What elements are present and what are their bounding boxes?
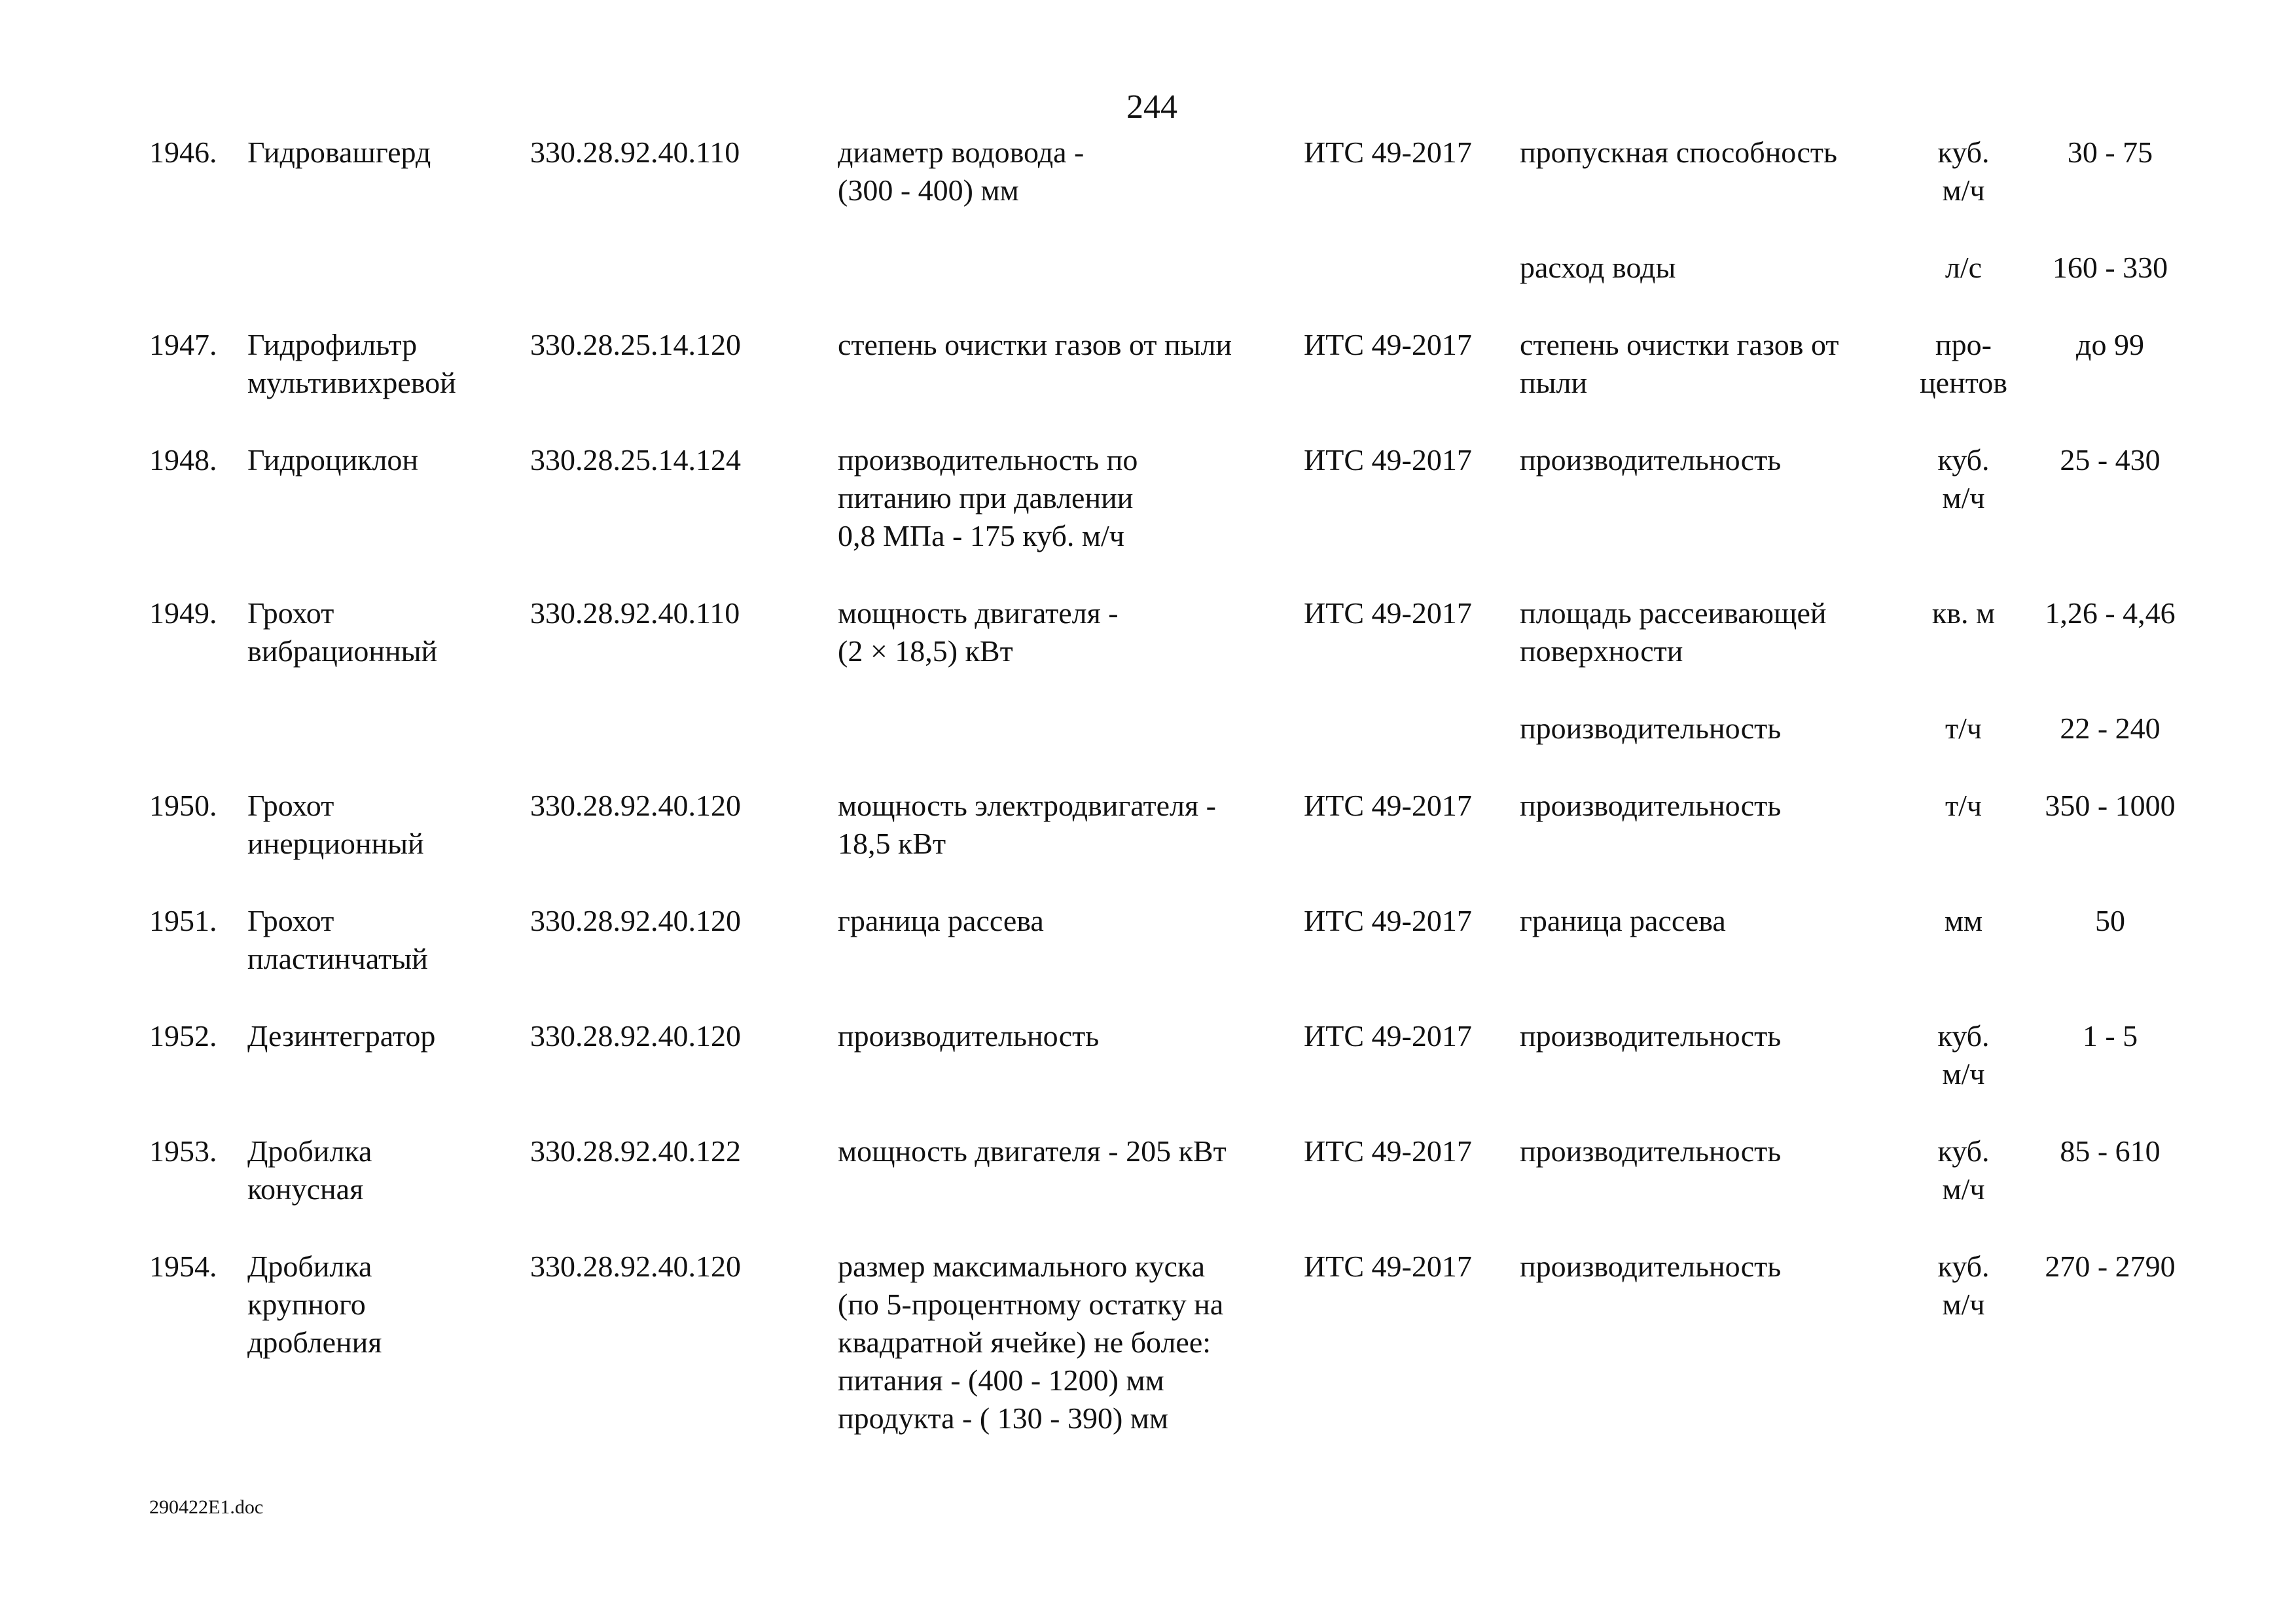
row-number: 1946. <box>149 135 217 169</box>
equipment-name-cell <box>247 1132 530 1248</box>
equipment-name: Дробилка крупного дробления <box>247 1250 382 1359</box>
classifier-code-cell <box>530 326 838 441</box>
reference-standard-cell <box>1304 787 1520 902</box>
unit-of-measure-cell <box>1898 1248 2029 1477</box>
row-number: 1951. <box>149 904 217 937</box>
row-number-cell <box>149 249 247 326</box>
reference-standard: ИТС 49-2017 <box>1304 1250 1472 1283</box>
parameter-name: производительность <box>1520 1019 1782 1053</box>
parameter-name: степень очистки газов от пыли <box>1520 328 1839 399</box>
classifier-code: 330.28.92.40.120 <box>530 904 741 937</box>
characteristic: диаметр водовода - (300 - 400) мм <box>838 135 1085 207</box>
parameter-name-cell <box>1520 1017 1898 1132</box>
table-row <box>149 902 2191 1017</box>
parameter-name: производительность <box>1520 789 1782 822</box>
parameter-value-cell <box>2029 594 2191 710</box>
parameter-value-cell <box>2029 1132 2191 1248</box>
row-number: 1949. <box>149 596 217 630</box>
reference-standard: ИТС 49-2017 <box>1304 904 1472 937</box>
classifier-code: 330.28.92.40.122 <box>530 1134 741 1168</box>
characteristic-cell <box>838 787 1304 902</box>
characteristic-cell <box>838 1017 1304 1132</box>
table-row <box>149 710 2191 787</box>
unit-of-measure: куб. м/ч <box>1937 1250 1990 1321</box>
classifier-code: 330.28.92.40.120 <box>530 789 741 822</box>
parameter-value: 160 - 330 <box>2052 251 2168 284</box>
parameter-name: производительность <box>1520 712 1782 745</box>
table-row <box>149 326 2191 441</box>
unit-of-measure-cell <box>1898 710 2029 787</box>
characteristic-cell <box>838 134 1304 249</box>
classifier-code-cell <box>530 787 838 902</box>
footer-filename: 290422E1.doc <box>149 1496 264 1518</box>
classifier-code-cell <box>530 710 838 787</box>
characteristic: производительность <box>838 1019 1100 1053</box>
parameter-name-cell <box>1520 441 1898 594</box>
table-row <box>149 134 2191 249</box>
equipment-name-cell <box>247 326 530 441</box>
row-number-cell <box>149 902 247 1017</box>
reference-standard-cell <box>1304 710 1520 787</box>
parameter-value: 22 - 240 <box>2060 712 2161 745</box>
equipment-table <box>149 134 2191 1477</box>
table-row <box>149 441 2191 594</box>
equipment-name-cell <box>247 441 530 594</box>
unit-of-measure: т/ч <box>1945 789 1982 822</box>
parameter-name: расход воды <box>1520 251 1676 284</box>
equipment-name-cell <box>247 594 530 710</box>
unit-of-measure-cell <box>1898 1132 2029 1248</box>
reference-standard-cell <box>1304 1132 1520 1248</box>
table-row <box>149 1017 2191 1132</box>
parameter-value-cell <box>2029 326 2191 441</box>
unit-of-measure: про- центов <box>1920 328 2007 399</box>
table-row <box>149 594 2191 710</box>
parameter-name-cell <box>1520 1132 1898 1248</box>
characteristic-cell <box>838 710 1304 787</box>
table-row <box>149 1132 2191 1248</box>
characteristic: мощность двигателя - (2 × 18,5) кВт <box>838 596 1119 668</box>
classifier-code-cell <box>530 1248 838 1477</box>
row-number-cell <box>149 441 247 594</box>
reference-standard: ИТС 49-2017 <box>1304 328 1472 361</box>
parameter-value-cell <box>2029 787 2191 902</box>
classifier-code: 330.28.92.40.120 <box>530 1250 741 1283</box>
page-number: 244 <box>1126 88 1177 126</box>
characteristic-cell <box>838 1248 1304 1477</box>
parameter-name-cell <box>1520 326 1898 441</box>
table-body <box>149 134 2191 1477</box>
unit-of-measure: т/ч <box>1945 712 1982 745</box>
parameter-value: 1,26 - 4,46 <box>2045 596 2176 630</box>
unit-of-measure-cell <box>1898 249 2029 326</box>
table-row <box>149 249 2191 326</box>
classifier-code: 330.28.25.14.124 <box>530 443 741 477</box>
reference-standard: ИТС 49-2017 <box>1304 596 1472 630</box>
classifier-code-cell <box>530 134 838 249</box>
classifier-code-cell <box>530 594 838 710</box>
unit-of-measure: л/с <box>1945 251 1982 284</box>
characteristic-cell <box>838 902 1304 1017</box>
equipment-name: Гидрофильтр мультивихревой <box>247 328 456 399</box>
characteristic-cell <box>838 326 1304 441</box>
equipment-name-cell <box>247 1248 530 1477</box>
classifier-code: 330.28.92.40.110 <box>530 135 740 169</box>
classifier-code: 330.28.25.14.120 <box>530 328 741 361</box>
unit-of-measure: куб. м/ч <box>1937 443 1990 514</box>
parameter-value-cell <box>2029 710 2191 787</box>
equipment-name: Гидроциклон <box>247 443 419 477</box>
parameter-name-cell <box>1520 1248 1898 1477</box>
row-number: 1947. <box>149 328 217 361</box>
unit-of-measure: куб. м/ч <box>1937 1019 1990 1091</box>
equipment-name-cell <box>247 902 530 1017</box>
equipment-name: Грохот пластинчатый <box>247 904 428 975</box>
equipment-name: Грохот инерционный <box>247 789 424 860</box>
table-row <box>149 787 2191 902</box>
classifier-code-cell <box>530 1132 838 1248</box>
row-number: 1950. <box>149 789 217 822</box>
parameter-name: площадь рассеивающей поверхности <box>1520 596 1827 668</box>
parameter-value: до 99 <box>2076 328 2144 361</box>
unit-of-measure-cell <box>1898 134 2029 249</box>
classifier-code: 330.28.92.40.110 <box>530 596 740 630</box>
parameter-name: производительность <box>1520 1250 1782 1283</box>
reference-standard-cell <box>1304 594 1520 710</box>
parameter-value: 85 - 610 <box>2060 1134 2161 1168</box>
reference-standard: ИТС 49-2017 <box>1304 443 1472 477</box>
parameter-name: производительность <box>1520 1134 1782 1168</box>
characteristic: производительность по питанию при давлении 0,8 МПа - 175 куб. м/ч <box>838 443 1138 552</box>
reference-standard-cell <box>1304 1017 1520 1132</box>
parameter-value: 270 - 2790 <box>2045 1250 2176 1283</box>
row-number: 1953. <box>149 1134 217 1168</box>
classifier-code: 330.28.92.40.120 <box>530 1019 741 1053</box>
characteristic-cell <box>838 441 1304 594</box>
parameter-value-cell <box>2029 249 2191 326</box>
reference-standard: ИТС 49-2017 <box>1304 1019 1472 1053</box>
row-number-cell <box>149 1017 247 1132</box>
characteristic: граница рассева <box>838 904 1044 937</box>
reference-standard-cell <box>1304 1248 1520 1477</box>
equipment-name: Гидровашгерд <box>247 135 431 169</box>
unit-of-measure-cell <box>1898 594 2029 710</box>
row-number: 1948. <box>149 443 217 477</box>
unit-of-measure-cell <box>1898 441 2029 594</box>
unit-of-measure-cell <box>1898 1017 2029 1132</box>
reference-standard-cell <box>1304 441 1520 594</box>
parameter-name: граница рассева <box>1520 904 1726 937</box>
reference-standard-cell <box>1304 134 1520 249</box>
reference-standard: ИТС 49-2017 <box>1304 789 1472 822</box>
reference-standard-cell <box>1304 326 1520 441</box>
equipment-name-cell <box>247 249 530 326</box>
parameter-value-cell <box>2029 1017 2191 1132</box>
classifier-code-cell <box>530 1017 838 1132</box>
classifier-code-cell <box>530 441 838 594</box>
characteristic: степень очистки газов от пыли <box>838 328 1232 361</box>
unit-of-measure: куб. м/ч <box>1937 135 1990 207</box>
characteristic: размер максимального куска (по 5-процентному остатку на квадратной ячейке) не более: питания - (400 - 1200) мм продукта - ( 130 - 390) мм <box>838 1250 1224 1435</box>
row-number-cell <box>149 594 247 710</box>
row-number: 1952. <box>149 1019 217 1053</box>
row-number-cell <box>149 134 247 249</box>
parameter-name-cell <box>1520 249 1898 326</box>
equipment-name-cell <box>247 134 530 249</box>
characteristic-cell <box>838 249 1304 326</box>
row-number-cell <box>149 1248 247 1477</box>
parameter-value-cell <box>2029 134 2191 249</box>
parameter-name: пропускная способность <box>1520 135 1837 169</box>
row-number: 1954. <box>149 1250 217 1283</box>
row-number-cell <box>149 326 247 441</box>
unit-of-measure: куб. м/ч <box>1937 1134 1990 1206</box>
equipment-name: Грохот вибрационный <box>247 596 438 668</box>
parameter-name-cell <box>1520 710 1898 787</box>
parameter-value-cell <box>2029 441 2191 594</box>
characteristic-cell <box>838 1132 1304 1248</box>
reference-standard: ИТС 49-2017 <box>1304 135 1472 169</box>
row-number-cell <box>149 787 247 902</box>
characteristic: мощность электродвигателя - 18,5 кВт <box>838 789 1216 860</box>
parameter-name-cell <box>1520 594 1898 710</box>
reference-standard-cell <box>1304 902 1520 1017</box>
parameter-name-cell <box>1520 787 1898 902</box>
unit-of-measure-cell <box>1898 787 2029 902</box>
parameter-name-cell <box>1520 134 1898 249</box>
unit-of-measure-cell <box>1898 902 2029 1017</box>
parameter-value: 30 - 75 <box>2067 135 2153 169</box>
equipment-name: Дезинтегратор <box>247 1019 436 1053</box>
classifier-code-cell <box>530 902 838 1017</box>
parameter-name-cell <box>1520 902 1898 1017</box>
reference-standard-cell <box>1304 249 1520 326</box>
classifier-code-cell <box>530 249 838 326</box>
parameter-value: 25 - 430 <box>2060 443 2161 477</box>
characteristic: мощность двигателя - 205 кВт <box>838 1134 1227 1168</box>
equipment-name: Дробилка конусная <box>247 1134 372 1206</box>
equipment-name-cell <box>247 787 530 902</box>
table-row <box>149 1248 2191 1477</box>
reference-standard: ИТС 49-2017 <box>1304 1134 1472 1168</box>
unit-of-measure-cell <box>1898 326 2029 441</box>
unit-of-measure: мм <box>1944 904 1983 937</box>
equipment-name-cell <box>247 710 530 787</box>
equipment-name-cell <box>247 1017 530 1132</box>
parameter-name: производительность <box>1520 443 1782 477</box>
row-number-cell <box>149 1132 247 1248</box>
parameter-value: 350 - 1000 <box>2045 789 2176 822</box>
unit-of-measure: кв. м <box>1931 596 1996 630</box>
parameter-value: 1 - 5 <box>2082 1019 2138 1053</box>
characteristic-cell <box>838 594 1304 710</box>
row-number-cell <box>149 710 247 787</box>
parameter-value-cell <box>2029 902 2191 1017</box>
parameter-value-cell <box>2029 1248 2191 1477</box>
parameter-value: 50 <box>2095 904 2125 937</box>
